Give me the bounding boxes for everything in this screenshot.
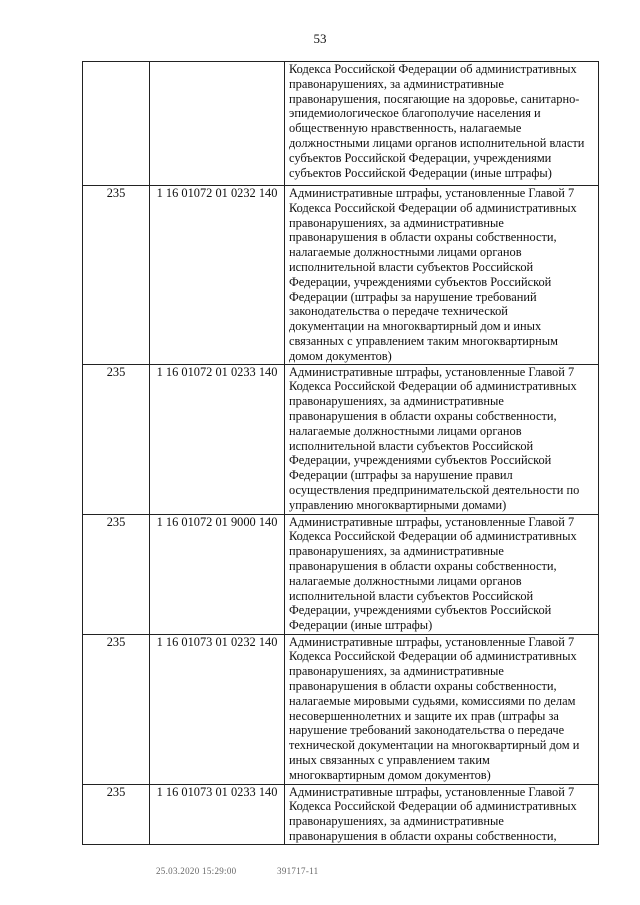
admin-code-cell: 235 [83,364,150,514]
footer-timestamp: 25.03.2020 15:29:00 [156,866,237,876]
description-line: налагаемые должностными лицами органов [289,573,522,588]
description-cell [285,62,599,186]
description-line: Кодекса Российской Федерации об административных [289,379,577,394]
description-line: Федерации (штрафы за нарушение требований [289,289,537,304]
description-line: правонарушениях, за административные [289,544,504,559]
description-line: налагаемые должностными лицами органов [289,245,522,260]
description-line: Кодекса Российской Федерации об административных [289,62,577,76]
description-line: правонарушениях, за административные [289,215,504,230]
description-line: документации на многоквартирный дом и иных [289,319,542,334]
description-cell [285,784,599,844]
description-line: Федерации (иные штрафы) [289,618,433,633]
description-line: Федерации, учреждениями субъектов Российской [289,453,552,468]
description-line: правонарушениях, за административные [289,814,504,829]
table-row [83,186,599,365]
description-line: эпидемиологическое благополучие населения и [289,106,541,121]
description-line: управлению многоквартирными домами) [289,497,507,512]
description-line: правонарушения в области охраны собственности, [289,678,557,693]
description-line: осуществления предпринимательской деятельности по [289,482,580,497]
description-line: нарушение требований законодательства о передаче [289,723,565,738]
description-line: Административные штрафы, установленные Главой 7 [289,364,575,379]
description-line: субъектов Российской Федерации (иные штрафы) [289,165,552,180]
description-line: связанных с управлением таким многоквартирным [289,333,558,348]
description-line: исполнительной власти субъектов Российской [289,438,534,453]
description-line: правонарушения в области охраны собственности, [289,828,557,843]
description-line: субъектов Российской Федерации, учреждениями [289,150,552,165]
description-cell [285,364,599,514]
description-line: Федерации (штрафы за нарушение правил [289,468,513,483]
description-line: Административные штрафы, установленные Главой 7 [289,186,575,200]
revenue-code-cell: 1 16 01073 01 0232 140 [150,634,285,784]
description-line: общественную нравственность, налагаемые [289,121,522,136]
description-line: Кодекса Российской Федерации об административных [289,799,577,814]
revenue-code-cell: 1 16 01072 01 9000 140 [150,514,285,634]
description-line: правонарушения в области охраны собственности, [289,230,557,245]
description-line: иных связанных с управлением таким [289,752,490,767]
revenue-code-cell: 1 16 01072 01 0232 140 [150,186,285,365]
description-line: технической документации на многоквартирный дом и [289,738,580,753]
description-line: несовершеннолетних и защите их прав (штрафы за [289,708,559,723]
admin-code-cell: 235 [83,784,150,844]
description-cell [285,186,599,365]
description-line: должностными лицами органов исполнительной власти [289,135,585,150]
description-line: Кодекса Российской Федерации об административных [289,529,577,544]
description-line: Административные штрафы, установленные Главой 7 [289,784,575,799]
description-cell [285,634,599,784]
revenue-code-cell: 1 16 01072 01 0233 140 [150,364,285,514]
table-row [83,784,599,844]
revenue-code-cell: 1 16 01073 01 0233 140 [150,784,285,844]
description-line: правонарушения в области охраны собственности, [289,408,557,423]
description-line: правонарушения в области охраны собственности, [289,558,557,573]
admin-code-cell: 235 [83,514,150,634]
description-line: Административные штрафы, установленные Главой 7 [289,514,575,529]
page-number: 53 [313,31,327,46]
description-line: исполнительной власти субъектов Российской [289,259,534,274]
table-row [83,62,599,186]
description-line: правонарушениях, за административные [289,76,504,91]
admin-code-cell: 235 [83,186,150,365]
description-cell [285,514,599,634]
revenue-code-cell [150,62,285,186]
description-line: Административные штрафы, установленные Главой 7 [289,634,575,649]
table-row [83,634,599,784]
description-line: исполнительной власти субъектов Российской [289,588,534,603]
description-line: Кодекса Российской Федерации об административных [289,200,577,215]
description-line: налагаемые мировыми судьями, комиссиями по делам [289,693,576,708]
admin-code-cell: 235 [83,634,150,784]
description-line: Федерации, учреждениями субъектов Российской [289,274,552,289]
description-line: правонарушениях, за административные [289,394,504,409]
description-line: правонарушениях, за административные [289,664,504,679]
description-line: законодательства о передаче технической [289,304,508,319]
footer-doc-id: 391717-11 [277,866,319,876]
description-line: многоквартирным домом документов) [289,767,491,782]
table-row [83,364,599,514]
admin-code-cell [83,62,150,186]
table-row [83,514,599,634]
description-line: налагаемые должностными лицами органов [289,423,522,438]
description-line: Федерации, учреждениями субъектов Российской [289,603,552,618]
description-line: домом документов) [289,348,392,363]
revenue-codes-table [82,61,599,845]
description-line: Кодекса Российской Федерации об административных [289,649,577,664]
document-footer [156,866,356,876]
description-line: правонарушения, посягающие на здоровье, санитарно- [289,91,580,106]
